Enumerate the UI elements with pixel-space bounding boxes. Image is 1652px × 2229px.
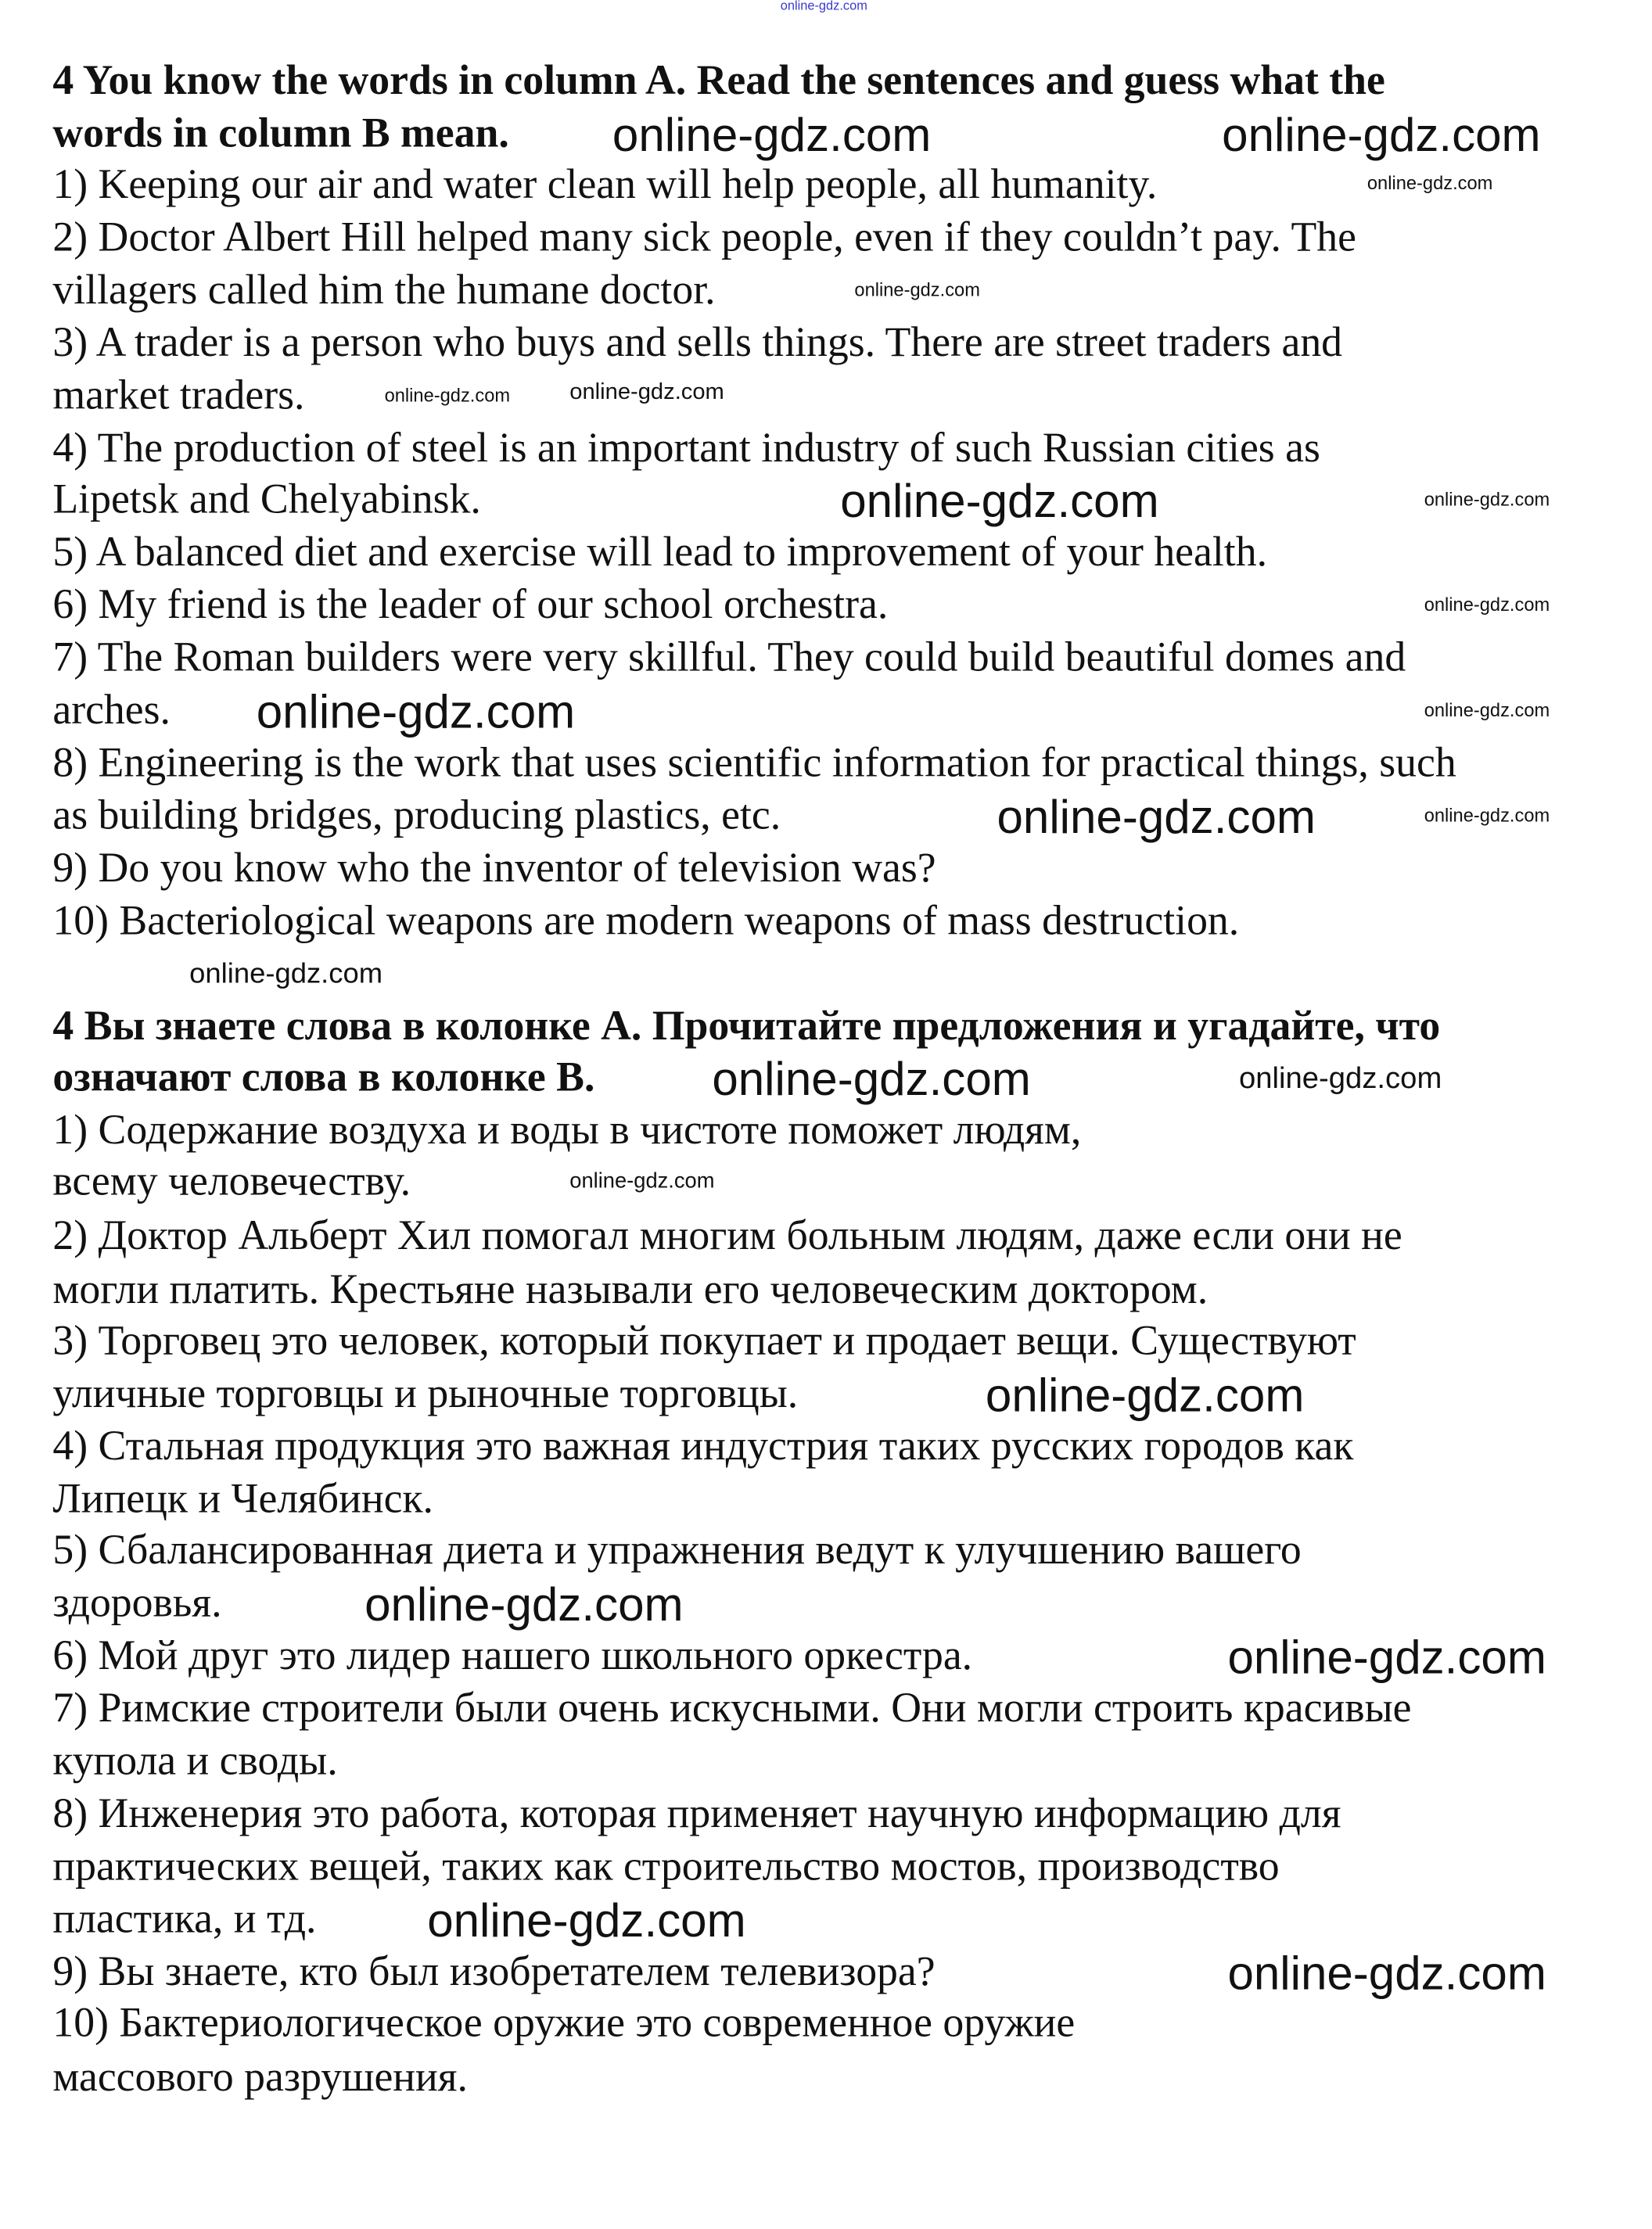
russian-line: 1) Содержание воздуха и воды в чистоте поможет людям, [52, 1107, 1082, 1154]
watermark: online-gdz.com [1222, 108, 1541, 161]
english-line: 10) Bacteriological weapons are modern weapons of mass destruction. [52, 898, 1240, 945]
russian-line: 9) Вы знаете, кто был изобретателем телевизора? [52, 1949, 936, 1995]
english-line: 9) Do you know who the inventor of television was? [52, 845, 936, 892]
watermark: online-gdz.com [985, 1368, 1305, 1422]
watermark: online-gdz.com [1227, 1630, 1546, 1684]
english-line: 1) Keeping our air and water clean will help people, all humanity. [52, 162, 1158, 208]
watermark: online-gdz.com [1227, 1946, 1546, 2000]
russian-line: 6) Мой друг это лидер нашего школьного оркестра. [52, 1633, 973, 1679]
watermark: online-gdz.com [1424, 488, 1550, 510]
watermark: online-gdz.com [1366, 172, 1493, 194]
watermark: online-gdz.com [189, 958, 383, 990]
russian-line: практических вещей, таких как строительство мостов, производство [52, 1843, 1280, 1890]
watermark: online-gdz.com [256, 684, 576, 738]
russian-line: купола и своды. [52, 1739, 338, 1785]
russian-heading-line-2: означают слова в колонке В. [52, 1055, 595, 1101]
russian-line: 2) Доктор Альберт Хил помогал многим больным людям, даже если они не [52, 1213, 1402, 1259]
english-line: arches. [52, 687, 171, 734]
english-line: 2) Doctor Albert Hill helped many sick people, even if they couldn’t pay. The [52, 214, 1356, 261]
russian-line: массового разрушения. [52, 2055, 468, 2101]
watermark: online-gdz.com [1424, 804, 1550, 827]
english-line: 8) Engineering is the work that uses scientific information for practical things, such [52, 740, 1456, 787]
english-line: 7) The Roman builders were very skillful. They could build beautiful domes and [52, 635, 1406, 681]
english-line: 4) The production of steel is an important industry of such Russian cities as [52, 425, 1320, 472]
english-line: as building bridges, producing plastics, etc. [52, 793, 781, 839]
watermark: online-gdz.com [365, 1578, 684, 1631]
watermark: online-gdz.com [1239, 1062, 1442, 1096]
english-line: villagers called him the humane doctor. [52, 267, 716, 314]
watermark: online-gdz.com [712, 1052, 1031, 1105]
russian-line: Липецк и Челябинск. [52, 1477, 434, 1523]
watermark: online-gdz.com [569, 1168, 715, 1193]
russian-line: 3) Торговец это человек, который покупает и продает вещи. Существуют [52, 1318, 1356, 1365]
russian-line: здоровья. [52, 1580, 222, 1627]
russian-line: 4) Стальная продукция это важная индустрия таких русских городов как [52, 1423, 1354, 1470]
russian-line: пластика, и тд. [52, 1897, 317, 1943]
watermark: online-gdz.com [854, 278, 980, 301]
english-line: Lipetsk and Chelyabinsk. [52, 476, 481, 523]
watermark: online-gdz.com [840, 474, 1159, 527]
english-line: 5) A balanced diet and exercise will lead to improvement of your health. [52, 529, 1267, 576]
watermark: online-gdz.com [1424, 594, 1550, 616]
english-line: 6) My friend is the leader of our school orchestra. [52, 582, 889, 628]
watermark: online-gdz.com [384, 384, 511, 406]
russian-line: 7) Римские строители были очень искусными. Они могли строить красивые [52, 1685, 1412, 1732]
russian-line: всему человечеству. [52, 1159, 411, 1205]
russian-line: могли платить. Крестьяне называли его человеческим доктором. [52, 1267, 1208, 1313]
english-heading-line-2: words in column B mean. [52, 111, 509, 157]
russian-heading-line-1: 4 Вы знаете слова в колонке А. Прочитайте предложения и угадайте, что [52, 1003, 1441, 1050]
watermark: online-gdz.com [427, 1893, 746, 1947]
russian-line: 10) Бактериологическое оружие это современное оружие [52, 2001, 1076, 2047]
russian-line: 8) Инженерия это работа, которая применяет научную информацию для [52, 1791, 1341, 1837]
watermark: online-gdz.com [569, 380, 724, 405]
english-heading-line-1: 4 You know the words in column A. Read the sentences and guess what the [52, 58, 1385, 104]
english-line: market traders. [52, 373, 305, 419]
english-line: 3) A trader is a person who buys and sells things. There are street traders and [52, 320, 1343, 366]
russian-line: уличные торговцы и рыночные торговцы. [52, 1371, 799, 1417]
watermark: online-gdz.com [997, 790, 1316, 843]
watermark: online-gdz.com [1424, 698, 1550, 721]
watermark: online-gdz.com [780, 0, 867, 13]
watermark: online-gdz.com [612, 108, 932, 161]
russian-line: 5) Сбалансированная диета и упражнения ведут к улучшению вашего [52, 1527, 1302, 1574]
